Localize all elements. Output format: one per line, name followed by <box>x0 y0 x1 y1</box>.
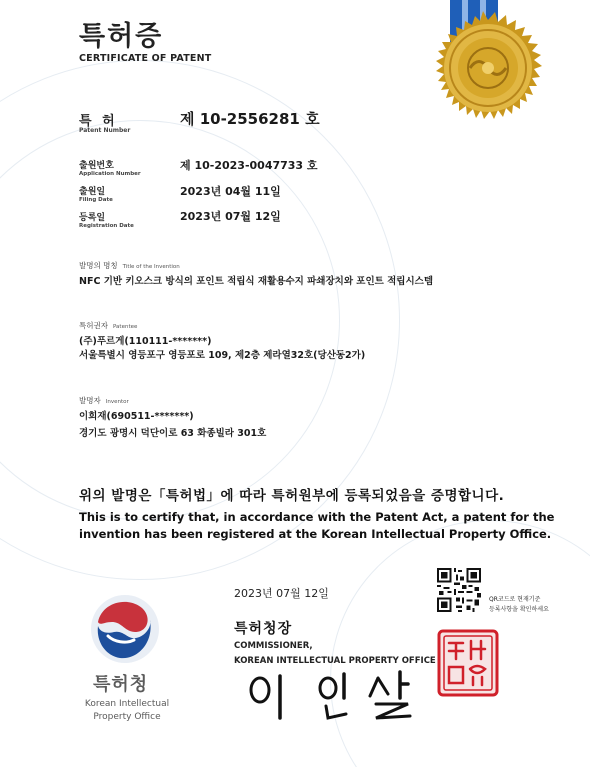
patentee-label-en: Patentee <box>112 324 138 330</box>
patentee-label: 특허권자 <box>79 321 108 330</box>
qr-note-line2: 등록사항을 확인하세요 <box>489 606 549 613</box>
inventor-name: 이희재(690511-*******) <box>79 411 194 422</box>
application-number-value: 제 10-2023-0047733 호 <box>180 159 318 172</box>
official-stamp <box>437 629 499 697</box>
commissioner-title-en-line1: COMMISSIONER, <box>234 641 313 651</box>
inventor-heading <box>79 395 129 406</box>
application-number-label: 출원번호 <box>79 161 114 171</box>
registration-date-label: 등록일 <box>79 213 106 223</box>
patentee-address: 서울특별시 영등포구 영등포로 109, 제2층 제라열32호(당산동2가) <box>79 350 366 361</box>
certification-statement-en-line2: invention has been registered at the Korean Intellectual Property Office. <box>79 527 552 541</box>
patent-number-label: 특 허 <box>79 114 118 129</box>
filing-date-label-en: Filing Date <box>79 197 113 203</box>
patentee-name: (주)푸르게(110111-*******) <box>79 336 212 347</box>
qr-note-line1: QR코드로 현재기준 <box>489 596 541 603</box>
inventor-label: 발명자 <box>79 396 101 405</box>
patent-number-label-en: Patent Number <box>79 127 131 134</box>
issue-date: 2023년 07월 12일 <box>234 587 329 600</box>
certificate-title: 특허증 <box>79 21 164 52</box>
commissioner-title-ko: 특허청장 <box>234 621 293 637</box>
certification-statement-ko: 위의 발명은「특허법」에 따라 특허원부에 등록되었음을 증명합니다. <box>79 488 505 504</box>
office-name-ko: 특허청 <box>93 674 149 695</box>
filing-date-label: 출원일 <box>79 187 106 197</box>
patentee-heading <box>79 320 137 331</box>
commissioner-signature <box>240 668 420 723</box>
qr-code-icon[interactable] <box>437 568 481 612</box>
registration-date-label-en: Registration Date <box>79 223 134 229</box>
application-number-label-en: Application Number <box>79 171 141 177</box>
inventor-address: 경기도 광명시 덕단이로 63 화종빌라 301호 <box>79 428 267 439</box>
invention-title-label: 발명의 명칭 <box>79 261 118 270</box>
registration-date-value: 2023년 07월 12일 <box>180 210 281 223</box>
office-name-en-line1: Korean Intellectual <box>84 699 170 709</box>
commissioner-title-en-line2: KOREAN INTELLECTUAL PROPERTY OFFICE <box>234 656 436 666</box>
invention-title-heading <box>79 260 180 271</box>
inventor-label-en: Inventor <box>105 399 129 405</box>
patent-number-value: 제 10-2556281 호 <box>180 110 320 128</box>
kipo-logo-icon <box>88 592 162 666</box>
certificate-title-en: CERTIFICATE OF PATENT <box>79 53 212 64</box>
invention-title: NFC 기반 키오스크 방식의 포인트 적립식 재활용수지 파쇄장치와 포인트 적립시스템 <box>79 276 434 287</box>
certification-statement-en-line1: This is to certify that, in accordance with the Patent Act, a patent for the <box>79 510 555 524</box>
gold-seal-icon <box>408 10 558 160</box>
office-name-en-line2: Property Office <box>93 712 161 722</box>
filing-date-value: 2023년 04월 11일 <box>180 185 281 198</box>
invention-title-label-en: Title of the Invention <box>122 264 180 270</box>
